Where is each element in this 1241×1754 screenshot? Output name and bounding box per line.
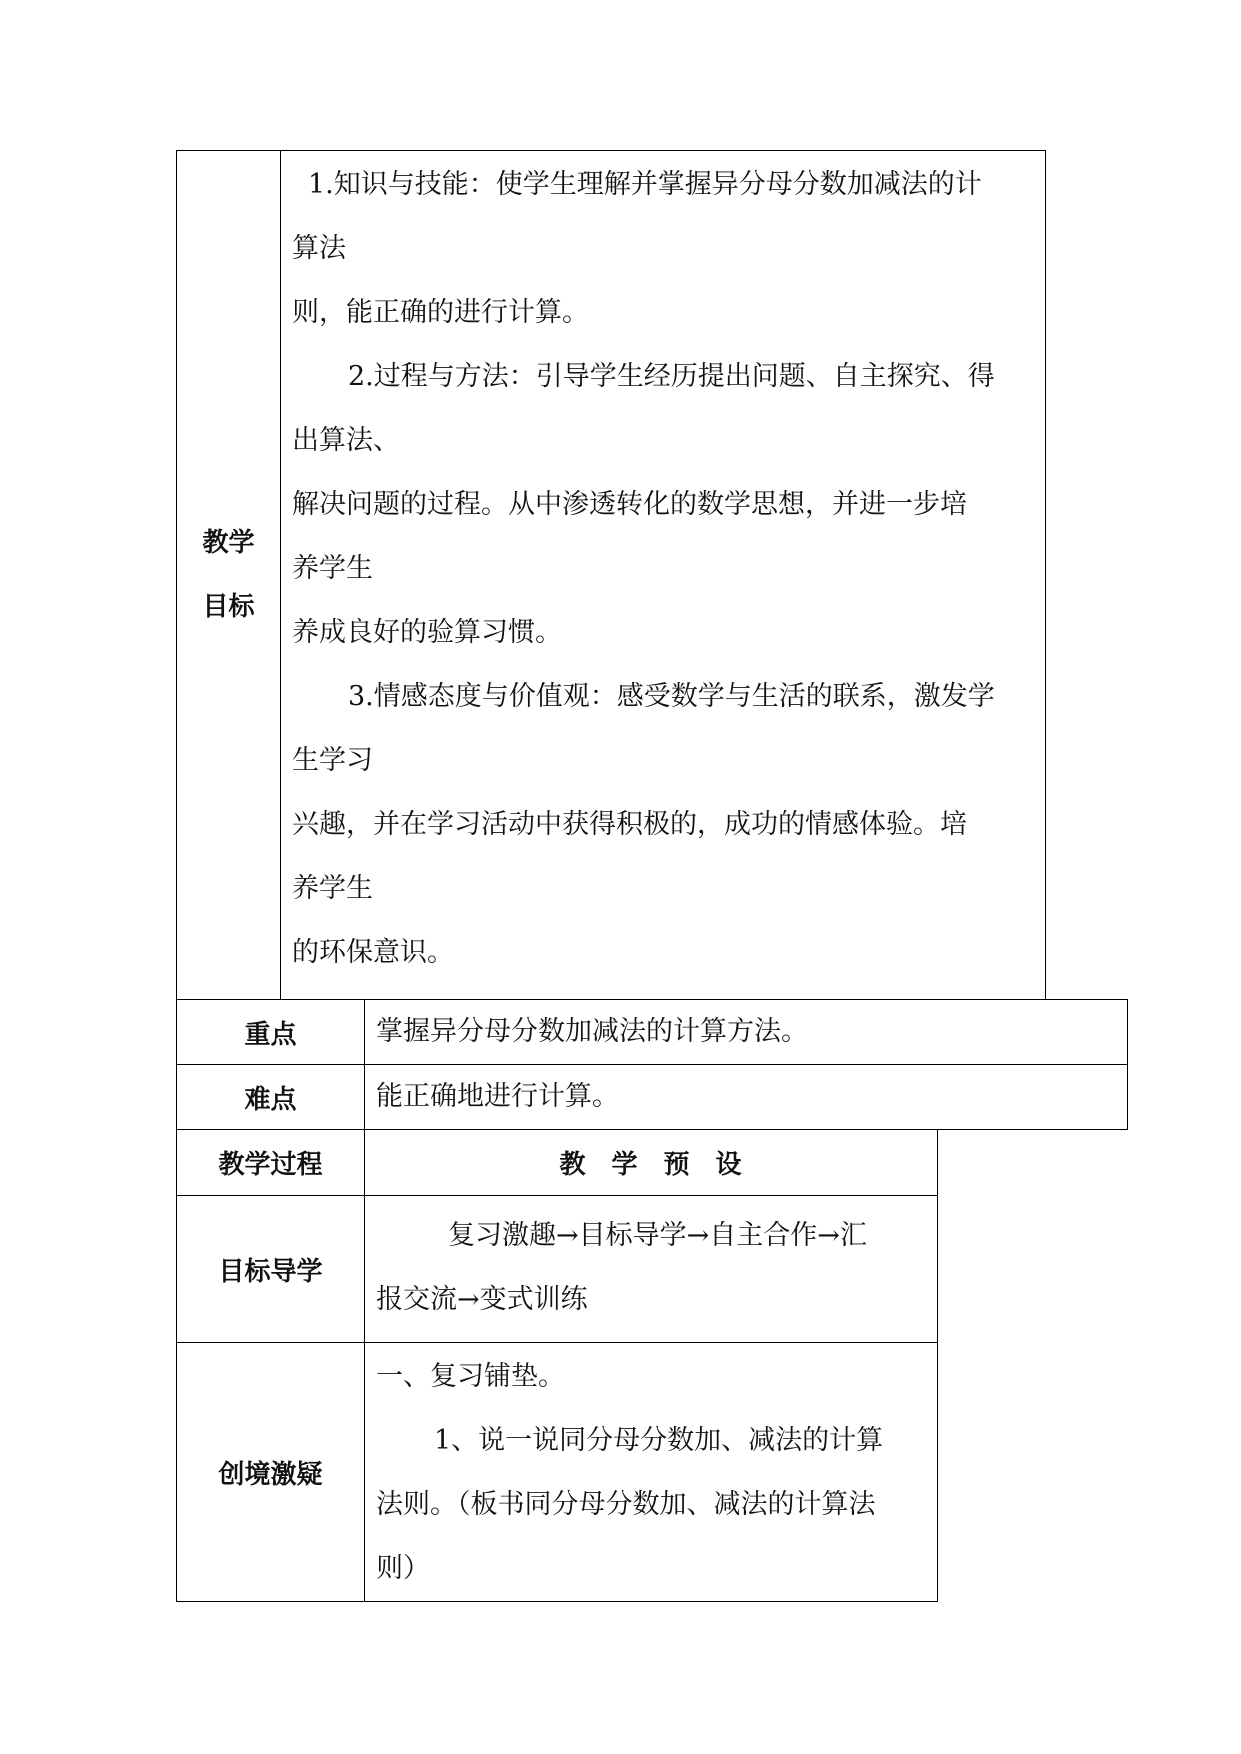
objectives-label-line1: 教学 bbox=[202, 528, 255, 558]
objectives-line: 生学习 bbox=[292, 745, 373, 776]
scenario-line: 1、说一说同分母分数加、减法的计算 bbox=[434, 1425, 884, 1456]
objectives-label-cell bbox=[176, 150, 281, 1000]
key-point-label bbox=[176, 999, 365, 1065]
scenario-label bbox=[176, 1342, 365, 1602]
difficulty-label-text: 难点 bbox=[244, 1084, 297, 1115]
goal-guide-line1: 复习激趣→目标导学→自主合作→汇 bbox=[448, 1220, 867, 1251]
objectives-line: 兴趣，并在学习活动中获得积极的，成功的情感体验。培 bbox=[292, 809, 967, 840]
objectives-line: 养学生 bbox=[292, 873, 373, 904]
scenario-label-text: 创境激疑 bbox=[218, 1459, 323, 1490]
process-label-text: 教学过程 bbox=[218, 1150, 323, 1180]
objectives-line: 解决问题的过程。从中渗透转化的数学思想，并进一步培 bbox=[292, 489, 967, 520]
goal-guide-label-text: 目标导学 bbox=[218, 1256, 323, 1287]
goal-guide-label bbox=[176, 1195, 365, 1343]
objectives-content-cell bbox=[280, 150, 1046, 1000]
objectives-line: 2.过程与方法：引导学生经历提出问题、自主探究、得 bbox=[348, 361, 995, 392]
objectives-line: 养成良好的验算习惯。 bbox=[292, 617, 562, 648]
objectives-line: 3.情感态度与价值观：感受数学与生活的联系，激发学 bbox=[348, 681, 995, 712]
process-label bbox=[176, 1129, 365, 1196]
process-heading-cell bbox=[364, 1129, 938, 1196]
process-heading: 教 学 预 设 bbox=[559, 1150, 742, 1180]
difficulty-label bbox=[176, 1064, 365, 1130]
objectives-label-line2: 目标 bbox=[202, 592, 255, 622]
objectives-line: 出算法、 bbox=[292, 425, 400, 456]
goal-guide-content bbox=[364, 1195, 938, 1343]
objectives-line: 则，能正确的进行计算。 bbox=[292, 297, 589, 328]
objectives-line: 算法 bbox=[292, 233, 346, 264]
scenario-content bbox=[364, 1342, 938, 1602]
objectives-line: 的环保意识。 bbox=[292, 937, 454, 968]
scenario-line: 法则。（板书同分母分数加、减法的计算法 bbox=[376, 1489, 876, 1520]
difficulty-content bbox=[364, 1064, 1128, 1130]
scenario-line: 一、复习铺垫。 bbox=[376, 1361, 565, 1392]
goal-guide-line2: 报交流→变式训练 bbox=[376, 1284, 588, 1315]
key-point-label-text: 重点 bbox=[244, 1019, 297, 1050]
objectives-line: 1.知识与技能：使学生理解并掌握异分母分数加减法的计 bbox=[308, 169, 982, 200]
objectives-line: 养学生 bbox=[292, 553, 373, 584]
key-point-text: 掌握异分母分数加减法的计算方法。 bbox=[376, 1016, 808, 1047]
key-point-content bbox=[364, 999, 1128, 1065]
difficulty-text: 能正确地进行计算。 bbox=[376, 1081, 619, 1112]
scenario-line: 则） bbox=[376, 1553, 430, 1584]
